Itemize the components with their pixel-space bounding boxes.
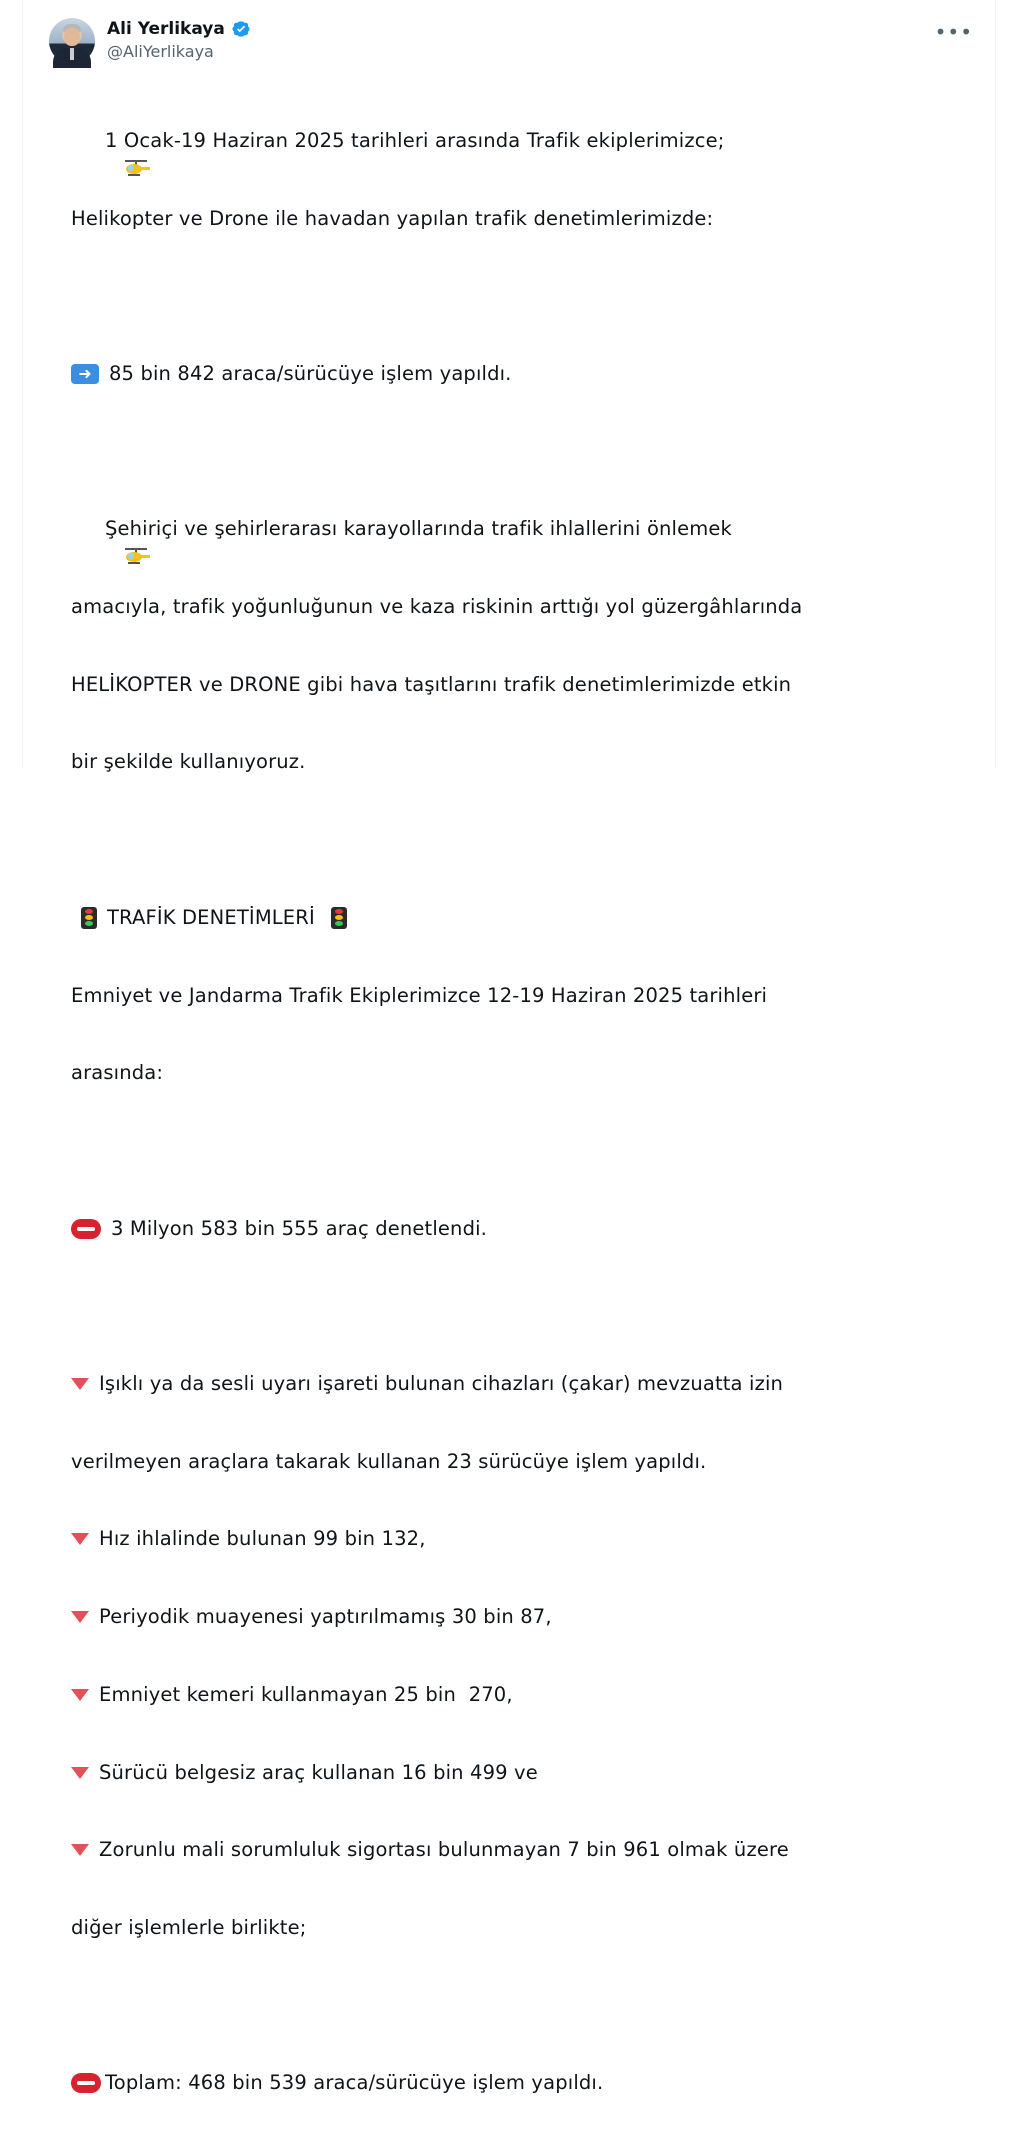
no-entry-icon bbox=[71, 1219, 101, 1239]
intro-line-1: 1 Ocak-19 Haziran 2025 tarihleri arasında Trafik ekiplerimizce; bbox=[105, 128, 725, 152]
paragraph-line-1: Şehiriçi ve şehirlerarası karayollarında trafik ihlallerini önlemek bbox=[105, 517, 732, 541]
red-triangle-down-icon bbox=[71, 1611, 89, 1623]
traffic-light-icon bbox=[81, 907, 97, 929]
total-line: Toplam: 468 bin 539 araca/sürücüye işlem yapıldı. bbox=[105, 2071, 604, 2095]
red-triangle-down-icon bbox=[71, 1767, 89, 1779]
red-triangle-down-icon bbox=[71, 1378, 89, 1390]
author-handle[interactable]: @AliYerlikaya bbox=[107, 42, 214, 61]
stat-vehicles: 85 bin 842 araca/sürücüye işlem yapıldı. bbox=[109, 361, 512, 385]
traffic-light-icon bbox=[331, 907, 347, 929]
item-4: Emniyet kemeri kullanmayan 25 bin 270, bbox=[99, 1682, 513, 1706]
red-triangle-down-icon bbox=[71, 1533, 89, 1545]
more-horizontal-icon[interactable]: ••• bbox=[934, 20, 973, 44]
paragraph-line-4: bir şekilde kullanıyoruz. bbox=[71, 750, 306, 774]
right-arrow-icon: ➜ bbox=[71, 364, 99, 384]
avatar[interactable] bbox=[49, 18, 95, 64]
inspected-count: 3 Milyon 583 bin 555 araç denetlendi. bbox=[111, 1216, 488, 1240]
helicopter-icon bbox=[71, 520, 101, 538]
text-line bbox=[71, 128, 1001, 154]
item-6: Zorunlu mali sorumluluk sigortası bulunmayan 7 bin 961 olmak üzere bbox=[99, 1838, 789, 1862]
author-name[interactable]: Ali Yerlikaya bbox=[107, 19, 225, 39]
section-intro-2: arasında: bbox=[71, 1061, 164, 1085]
paragraph-line-3: HELİKOPTER ve DRONE gibi hava taşıtlarını trafik denetimlerimizde etkin bbox=[71, 672, 792, 696]
tweet-header bbox=[49, 14, 979, 66]
red-triangle-down-icon bbox=[71, 1689, 89, 1701]
item-6b: diğer işlemlerle birlikte; bbox=[71, 1915, 307, 1939]
author-block bbox=[107, 18, 251, 61]
section-intro-1: Emniyet ve Jandarma Trafik Ekiplerimizce 12-19 Haziran 2025 tarihleri bbox=[71, 983, 768, 1007]
red-triangle-down-icon bbox=[71, 1844, 89, 1856]
intro-line-2: Helikopter ve Drone ile havadan yapılan trafik denetimlerimizde: bbox=[71, 206, 714, 230]
tweet-body bbox=[71, 76, 1001, 2148]
no-entry-icon bbox=[71, 2073, 101, 2093]
section-title: TRAFİK DENETİMLERİ bbox=[107, 905, 315, 929]
item-2: Hız ihlalinde bulunan 99 bin 132, bbox=[99, 1527, 426, 1551]
item-3: Periyodik muayenesi yaptırılmamış 30 bin 87, bbox=[99, 1605, 552, 1629]
item-1b: verilmeyen araçlara takarak kullanan 23 sürücüye işlem yapıldı. bbox=[71, 1449, 707, 1473]
tweet-card bbox=[22, 0, 996, 2095]
verified-badge-icon bbox=[231, 19, 251, 39]
helicopter-icon bbox=[71, 132, 101, 150]
item-5: Sürücü belgesiz araç kullanan 16 bin 499 ve bbox=[99, 1760, 538, 1784]
paragraph-line-2: amacıyla, trafik yoğunluğunun ve kaza riskinin arttığı yol güzergâhlarında bbox=[71, 595, 803, 619]
item-1a: Işıklı ya da sesli uyarı işareti bulunan cihazları (çakar) mevzuatta izin bbox=[99, 1372, 784, 1396]
